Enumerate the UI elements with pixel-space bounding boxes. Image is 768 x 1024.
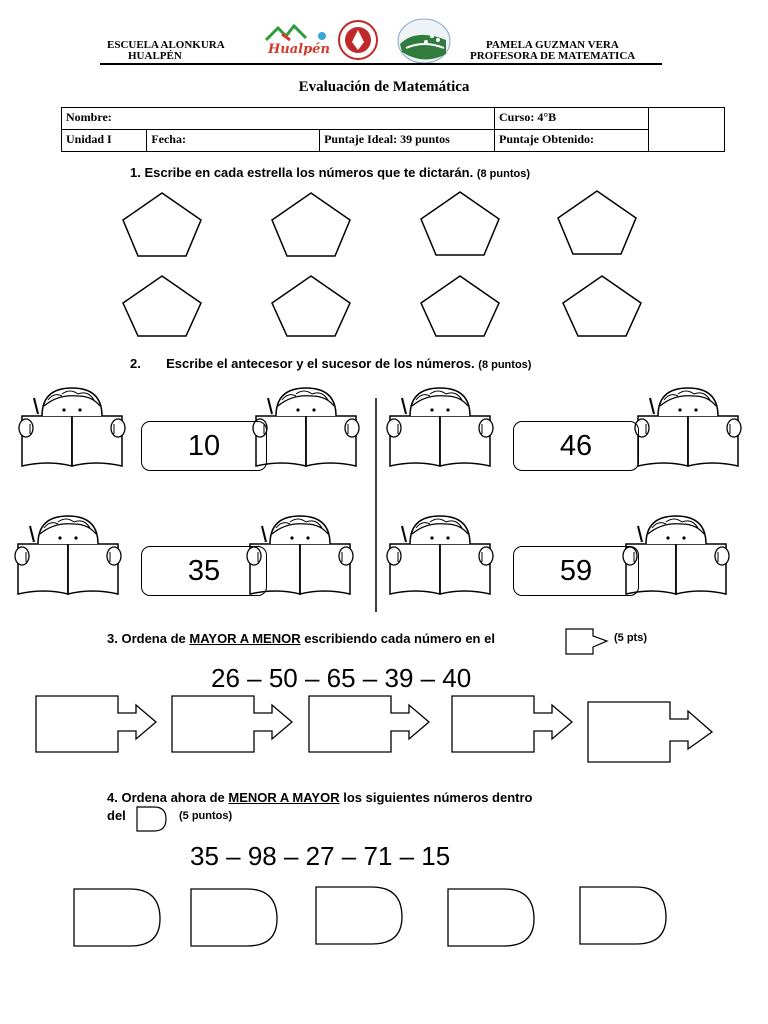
q2-points: (8 puntos) (478, 359, 532, 371)
q4-points: (5 puntos) (179, 810, 233, 822)
number-box: 59 (513, 546, 639, 596)
q4-sequence: 35 – 98 – 27 – 71 – 15 (190, 841, 451, 871)
fecha-label: Fecha: (151, 132, 186, 146)
q4-emphasis: MENOR A MAYOR (228, 790, 340, 805)
puntaje-ideal-label: Puntaje Ideal: 39 puntos (324, 132, 450, 146)
d-answer-box[interactable] (74, 889, 160, 946)
curso-label: Curso: 4°B (499, 110, 557, 124)
nombre-label: Nombre: (66, 110, 112, 124)
q3-sequence: 26 – 50 – 65 – 39 – 40 (211, 663, 472, 693)
q2-text: 2. Escribe el antecesor y el sucesor de los números. (130, 356, 475, 371)
d-answer-box[interactable] (316, 887, 402, 944)
teacher-role: PROFESORA DE MATEMATICA (470, 50, 636, 62)
d-answer-box[interactable] (191, 889, 277, 946)
teacher-name: PAMELA GUZMAN VERA (486, 39, 619, 51)
q3-points: (5 pts) (614, 632, 647, 644)
d-answer-box[interactable] (448, 889, 534, 946)
q3-emphasis: MAYOR A MENOR (189, 631, 301, 646)
d-answer-box[interactable] (580, 887, 666, 944)
municipal-logo-text: Hualpén (268, 42, 330, 57)
q3-prefix: 3. Ordena de (107, 631, 190, 646)
number-box: 35 (141, 546, 267, 596)
puntaje-obtenido-label: Puntaje Obtenido: (499, 132, 595, 146)
q4-suffix: los siguientes números dentro (339, 790, 533, 805)
page-title: Evaluación de Matemática (298, 79, 470, 95)
q4-line2: del (107, 808, 126, 823)
unidad-label: Unidad I (66, 132, 112, 146)
q3-suffix: escribiendo cada número en el (300, 631, 495, 646)
q1-points: (8 puntos) (476, 168, 530, 180)
school-city: HUALPÉN (128, 50, 182, 62)
q4-prefix: 4. Ordena ahora de (107, 790, 229, 805)
q1-text: 1. Escribe en cada estrella los números que te dictarán. (130, 165, 474, 180)
school-name: ESCUELA ALONKURA (107, 39, 225, 51)
number-box: 10 (141, 421, 267, 471)
number-box: 46 (513, 421, 639, 471)
